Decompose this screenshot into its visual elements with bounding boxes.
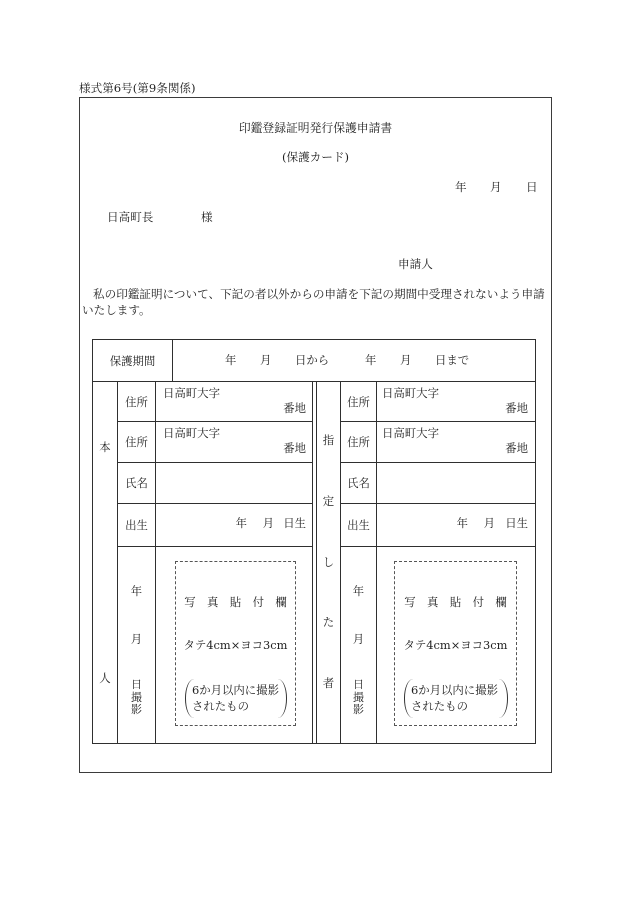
period-value [173,340,535,382]
period-from-year: 年 [225,353,237,367]
principal-address-label-2: 住所 [118,422,156,463]
principal-photo-cell [156,547,313,743]
form-subtitle: (保護カード) [281,150,349,164]
birth-month: 月 [262,516,274,530]
principal-photo-date-label [118,547,156,743]
date-month: 月 [490,180,502,194]
photo-date-year: 年 [130,584,143,598]
photo-date-month: 月 [130,632,143,646]
principal-side-char: 本 [99,440,111,454]
date-day: 日 [526,180,538,194]
principal-birth-value [156,504,313,547]
designee-photo-cell [377,547,535,743]
statement-line-1: 私の印鑑証明について、下記の者以外からの申請を下記の期間中受理されないよう申請 [93,287,545,301]
period-label: 保護期間 [93,340,173,382]
principal-address-1 [156,382,313,422]
photo-note-line: されたもの [411,699,468,713]
principal-side-char: 人 [99,671,111,685]
address-town: 日高町大字 [163,386,220,400]
birth-month: 月 [483,516,495,530]
addressee-honorific: 様 [201,210,213,224]
photo-date-day-wrap [341,679,376,717]
photo-note [185,679,287,718]
designee-birth-label: 出生 [341,504,377,547]
address-town: 日高町大字 [163,426,220,440]
designee-side-char: 指 [322,433,335,447]
photo-heading: 写 真 貼 付 欄 [404,595,507,609]
address-suffix: 番地 [283,441,306,455]
designee-side-char: た [322,615,335,630]
designee-side-char: し [322,554,335,569]
applicant-label: 申請人 [398,257,433,271]
statement-line-2: いたします。 [82,303,151,317]
designee-address-label-2: 住所 [341,422,377,463]
designee-side-char: 定 [322,493,335,508]
address-town: 日高町大字 [382,426,439,440]
addressee-name: 日高町長 [107,210,154,224]
designee-address-2 [377,422,535,463]
address-town: 日高町大字 [382,386,439,400]
form-title: 印鑑登録証明発行保護申請書 [238,121,393,135]
date-year: 年 [455,180,467,194]
address-suffix: 番地 [505,401,528,415]
birth-year: 年 [456,516,468,530]
principal-name-label: 氏名 [118,463,156,504]
designee-name-value [377,463,535,504]
photo-heading: 写 真 貼 付 欄 [184,595,287,609]
designee-name-label: 氏名 [341,463,377,504]
photo-size: タテ4cm×ヨコ3cm [183,638,288,652]
principal-birth-label: 出生 [118,504,156,547]
designee-birth-value [377,504,535,547]
photo-date-year: 年 [352,584,365,598]
principal-name-value [156,463,313,504]
period-from-day: 日から [295,353,330,367]
address-suffix: 番地 [505,441,528,455]
photo-note-line: 6か月以内に撮影 [192,683,279,697]
photo-date-month: 月 [352,632,365,646]
photo-placeholder [394,561,517,726]
designee-address-label-1: 住所 [341,382,377,422]
address-suffix: 番地 [283,401,306,415]
principal-address-2 [156,422,313,463]
photo-size: タテ4cm×ヨコ3cm [403,638,508,652]
period-to-day: 日まで [435,353,470,367]
photo-date-day-wrap [118,679,155,717]
principal-address-label-1: 住所 [118,382,156,422]
birth-year: 年 [235,516,247,530]
period-to-month: 月 [400,353,412,367]
photo-placeholder [175,561,296,726]
period-from-month: 月 [260,353,272,367]
birth-day: 日生 [283,516,306,530]
period-to-year: 年 [365,353,377,367]
protection-table [92,339,536,744]
form-number: 様式第6号(第9条関係) [79,81,196,95]
photo-date-day: 日撮影 [130,678,142,716]
designee-photo-date-label [341,547,377,743]
designee-side-char: 者 [322,676,335,690]
principal-side-label [93,382,118,743]
photo-note [404,679,508,718]
birth-day: 日生 [505,516,528,530]
photo-note-line: されたもの [192,699,249,713]
designee-address-1 [377,382,535,422]
designee-side-label [316,382,341,743]
photo-date-day: 日撮影 [352,678,364,716]
photo-note-line: 6か月以内に撮影 [411,683,498,697]
